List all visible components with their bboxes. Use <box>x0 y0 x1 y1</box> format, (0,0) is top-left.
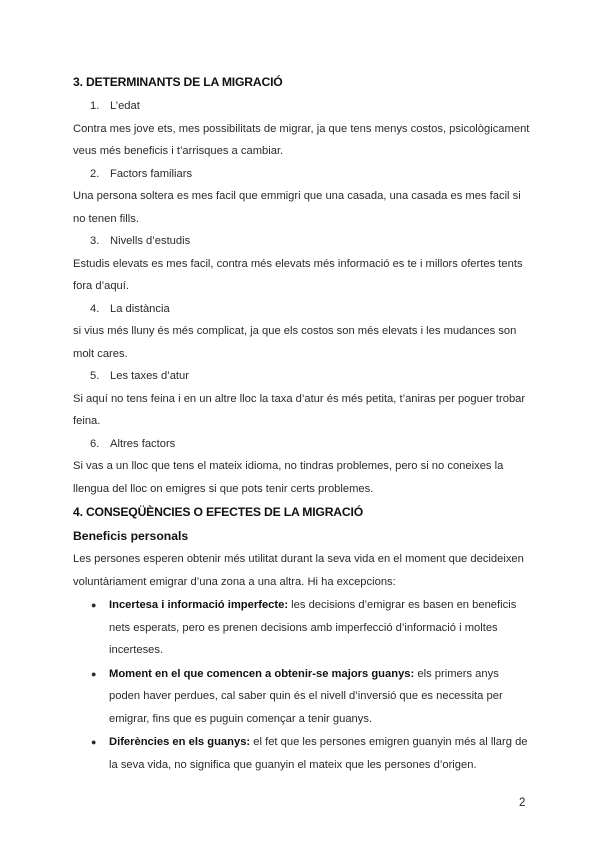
item-paragraph: Si vas a un lloc que tens el mateix idioma, no tindras problemes, pero si no coneixes la llengua del lloc on emigres si que pots tenir certs problemes. <box>73 460 504 495</box>
bullet-text <box>109 594 531 662</box>
bullet-body: el fet que les persones emigren guanyin més al llarg de la seva vida, no significa que guanyin el mateix que les persones d’origen. <box>109 736 528 771</box>
subsection-heading: Beneficis personals <box>73 529 189 543</box>
item-number: 1. <box>90 100 100 112</box>
section-3-heading: 3. DETERMINANTS DE LA MIGRACIÓ <box>73 75 283 89</box>
item-paragraph: Contra mes jove ets, mes possibilitats de migrar, ja que tens menys costos, psicològicament veus més beneficis i t’arrisques a cambiar. <box>73 122 530 157</box>
item-label: Factors familiars <box>110 167 193 180</box>
bullet-body: les decisions d’emigrar es basen en beneficis nets esperats, pero es prenen decisions amb imperfecció d’informació i moltes incerteses. <box>109 599 517 656</box>
bullet-text <box>109 663 531 731</box>
item-number: 5. <box>90 370 100 382</box>
numbered-item <box>73 163 531 186</box>
item-number: 2. <box>90 167 100 180</box>
item-paragraph: si vius més lluny és més complicat, ja que els costos son més elevats i les mudances son molt cares. <box>73 325 517 360</box>
item-label: L’edat <box>110 100 140 112</box>
bullet-icon: ● <box>91 737 97 747</box>
page-number: 2 <box>519 797 526 809</box>
item-number: 3. <box>90 235 100 247</box>
bullet-bold: Moment en el que comencen a obtenir-se majors guanys: <box>109 667 415 680</box>
item-label: Nivells d’estudis <box>110 235 191 247</box>
bullet-body: els primers anys poden haver perdues, cal saber quin és el nivell d’inversió que es necessita per emigrar, fins que es puguin començar a tenir guanys. <box>109 667 503 725</box>
section-4-heading: 4. CONSEQÜÈNCIES O EFECTES DE LA MIGRACIÓ <box>73 505 363 519</box>
numbered-item <box>73 230 531 253</box>
item-paragraph: Estudis elevats es mes facil, contra més elevats més informació es te i millors ofertes tents fora d’aquí. <box>73 257 523 292</box>
bullet-item <box>73 594 531 662</box>
numbered-item <box>73 95 531 118</box>
item-label: Les taxes d’atur <box>110 370 189 382</box>
item-label: Altres factors <box>110 437 176 450</box>
bullet-item <box>73 663 531 731</box>
item-label: La distància <box>110 302 170 315</box>
bullet-bold: Incertesa i informació imperfecte: <box>109 599 289 611</box>
bullet-text <box>109 731 531 776</box>
item-paragraph: Una persona soltera es mes facil que emmigri que una casada, una casada es mes facil si no tenen fills. <box>73 190 521 225</box>
bullet-bold: Diferències en els guanys: <box>109 736 251 748</box>
bullet-icon: ● <box>91 600 97 610</box>
bullet-icon: ● <box>91 668 97 679</box>
bullet-item <box>73 731 531 776</box>
item-paragraph: Si aquí no tens feina i en un altre lloc la taxa d’atur és més petita, t’aniras per poguer trobar feina. <box>73 392 526 427</box>
item-number: 6. <box>90 437 100 450</box>
numbered-item <box>73 365 531 388</box>
numbered-item <box>73 298 531 321</box>
numbered-item <box>73 433 531 456</box>
intro-paragraph: Les persones esperen obtenir més utilitat durant la seva vida en el moment que decideixen voluntàriament emigrar d’una zona a una altra. Hi ha excepcions: <box>73 553 524 588</box>
document-page <box>73 72 531 776</box>
item-number: 4. <box>90 302 100 315</box>
